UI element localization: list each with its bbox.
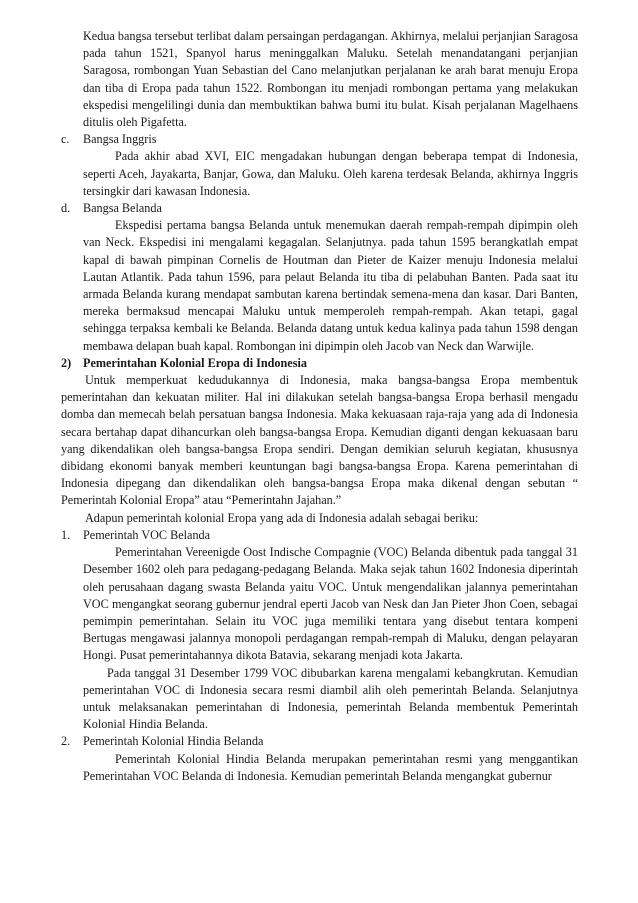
list-item-1	[61, 527, 578, 733]
list-marker: 2.	[61, 734, 71, 749]
list-heading: Bangsa Belanda	[83, 201, 162, 216]
list-item-d	[61, 200, 578, 355]
list-item-2	[61, 733, 578, 785]
list-marker: 1.	[61, 527, 71, 542]
list-body-second: Pada tanggal 31 Desember 1799 VOC dibubarkan karena mengalami kebangkrutan. Kemudian pemerintahan VOC di Indonesia secara resmi diambil alih oleh pemerintah Belanda. Selanjutnya untuk melaksanakan pemerintahan di Indonesia, pemerintah Belanda membentuk Pemerintah Kolonial Hindia Belanda.	[83, 665, 578, 732]
section-2-heading	[61, 355, 578, 372]
list-heading: Pemerintah Kolonial Hindia Belanda	[83, 734, 264, 749]
list-heading: Bangsa Inggris	[83, 132, 157, 147]
list-body: Pemerintah Kolonial Hindia Belanda merupakan pemerintahan resmi yang menggantikan Pemerintahan VOC Belanda di Indonesia. Kemudian pemerintah Belanda mengangkat gubernur	[83, 751, 578, 783]
document-page	[61, 28, 578, 785]
section-2-paragraph: Untuk memperkuat kedudukannya di Indonesia, maka bangsa-bangsa Eropa membentuk pemerintahan dan kekuatan militer. Hal ini dilakukan setelah bangsa-bangsa Eropa berhasil mengadu domba dan memecah belah persatuan bangsa Indonesia. Maka kekuasaan raja-raja yang ada di Indonesia secara bertahap dapat dihancurkan oleh bangsa-bangsa Eropa. Kemudian diganti dengan kekuasaan baru yang dikendalikan oleh bangsa-bangsa Eropa sendiri. Dengan demikian seluruh kegiatan, khususnya dibidang ekonomi banyak memberi keuntungan bagi bangsa-bangsa Eropa. Karena pemerintahan di Indonesia dipegang dan dikendalikan oleh bangsa-bangsa Eropa maka dikenal dengan sebutan “ Pemerintah Kolonial Eropa” atau “Pemerintahn Jajahan.”	[61, 373, 578, 508]
list-body: Pemerintahan Vereenigde Oost Indische Compagnie (VOC) Belanda dibentuk pada tanggal 31 Desember 1602 oleh para pedagang-pedagang Belanda. Maka sejak tahun 1602 Indonesia diperintah oleh perusahaan dagang swasta Belanda yaitu VOC. Untuk mengendalikan jalannya pemerintahan VOC mengangkat seorang gubernur jendral eperti Jacob van Nesk dan Jan Pieter Jhon Coen, sebagai pemimpin pemerintahan. Selain itu VOC juga memiliki tentara yang disebut tentara kompeni Bertugas mengawasi jalannya monopoli perdagangan rempah-rempah di Maluku, dengan pelayaran Hongi. Pusat pemerintahannya dikota Batavia, sekarang menjadi kota Jakarta.	[83, 545, 578, 663]
section-b-continued-paragraph: Kedua bangsa tersebut terlibat dalam persaingan perdagangan. Akhirnya, melalui perjanjian Saragosa pada tahun 1521, Spanyol harus meninggalkan Maluku. Setelah menandatangani perjanjian Saragosa, rombongan Yuan Sebastian del Cano melanjutkan perjalanan ke arah barat menuju Eropa dan tiba di Eropa pada tahun 1522. Rombongan itu menjadi rombongan pertama yang melakukan ekspedisi mengelilingi dunia dan membuktikan bahwa bumi itu bulat. Kisah perjalanan Magelhaens ditulis oleh Pigafetta.	[83, 29, 578, 130]
list-marker: c.	[61, 132, 70, 147]
section-marker: 2)	[61, 355, 72, 370]
list-body: Ekspedisi pertama bangsa Belanda untuk menemukan daerah rempah-rempah dipimpin oleh van Neck. Ekspedisi ini mengalami kegagalan. Selanjutnya. pada tahun 1595 berangkatlah empat kapal di bawah pimpinan Cornelis de Houtman dan Pieter de Kaizer menuju Indonesia melalui Lautan Atlantik. Pada tahun 1596, para pelaut Belanda itu tiba di pelabuhan Banten. Pada saat itu armada Belanda kurang mendapat sambutan karena bertindak semena-mena dan kasar. Dari Banten, mereka bermaksud mencapai Maluku untuk memperoleh rempah-rempah. Akan tetapi, gagal sehingga terpaksa kembali ke Belanda. Belanda datang untuk kedua kalinya pada tahun 1598 dengan membawa delapan buah kapal. Rombongan ini dipimpin oleh Jacob van Neck dan Warwijle.	[83, 218, 578, 353]
section-2-intro-line: Adapun pemerintah kolonial Eropa yang ada di Indonesia adalah sebagai beriku:	[85, 510, 479, 525]
list-item-c	[61, 131, 578, 200]
list-heading: Pemerintah VOC Belanda	[83, 527, 211, 542]
list-body: Pada akhir abad XVI, EIC mengadakan hubungan dengan beberapa tempat di Indonesia, seperti Aceh, Jayakarta, Banjar, Gowa, dan Maluku. Oleh karena terdesak Belanda, akhirnya Inggris tersingkir dari kawasan Indonesia.	[83, 149, 578, 198]
section-title: Pemerintahan Kolonial Eropa di Indonesia	[83, 355, 307, 370]
list-marker: d.	[61, 201, 71, 216]
